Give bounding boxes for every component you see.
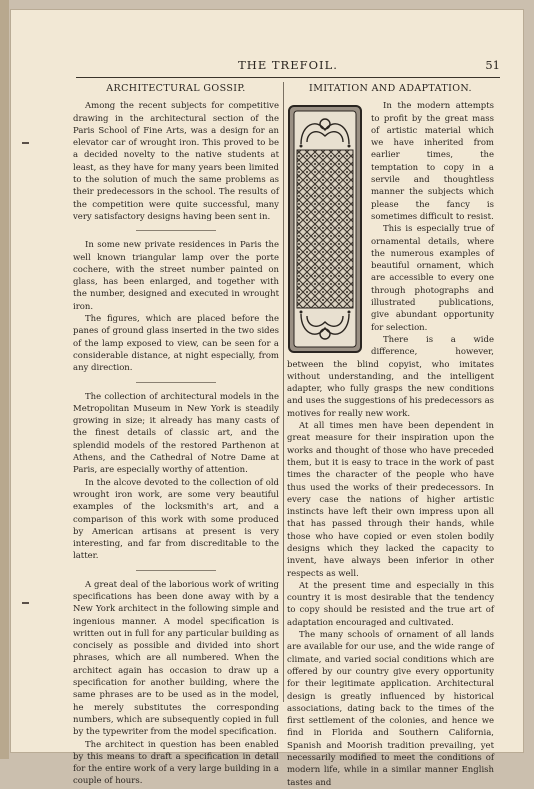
paragraph: In the alcove devoted to the collection of old wrought iron work, are some very beautiful examples of the locksmith's art, and a comparison of this work with some produced by American artisans at present is very interesting, and far from discreditable to the latter. bbox=[73, 477, 279, 562]
paragraph: At all times men have been dependent in great measure for their inspiration upon the works and thought of those who have preceded them, but it is easy to trace in the work of past times the character of the people who have thus used the works of their predecessors. In every case the nations of higher artistic instincts have left their own impress upon all that has passed through their hands, while those who have copied or even stolen bodily designs which they lacked the capacity to invent, have always been inferior in other respects as well. bbox=[287, 421, 494, 579]
margin-mark bbox=[22, 142, 29, 144]
section-separator bbox=[136, 230, 216, 231]
wrought-iron-ornament-illustration bbox=[287, 104, 363, 354]
book-spine-shadow bbox=[0, 0, 9, 759]
column-divider bbox=[283, 82, 284, 702]
left-column bbox=[73, 83, 279, 788]
paragraph: The many schools of ornament of all lands are available for our use, and the wide range of climate, and varied social conditions which are offered by our country give every opportunity for their legitimate application. Architectural design is greatly influenced by historical associations, dating back to the times of the first settlement of the colonies, and hence we find in Florida and Southern California, Spanish and Moorish tradition prevailing, yet necessarily modified to meet the conditions of modern life, while in a similar manner English tastes and bbox=[287, 630, 494, 788]
running-title: THE TREFOIL. bbox=[238, 58, 338, 72]
section-heading: IMITATION AND ADAPTATION. bbox=[309, 83, 472, 94]
paragraph: Among the recent subjects for competitive drawing in the architectural section of the Paris School of Fine Arts, was a design for an elevator car of wrought iron. This proved to be a decided novelty to the native students at least, as they have for many years been limited to the solution of much the same problems as their predecessors in the school. The results of the competition were quite successful, many very satisfactory designs having been sent in. bbox=[73, 101, 279, 222]
paragraph: In some new private residences in Paris the well known triangular lamp over the porte cochere, with the street number painted on glass, has been enlarged, and together with the number, designed and executed in wrought iron. bbox=[73, 240, 279, 312]
paragraph: The architect in question has been enabled by this means to draft a specification in detail for the entire work of a very large building in a couple of hours. bbox=[73, 739, 279, 787]
paragraph: There is a wide difference, however, between the blind copyist, who imitates without understanding, and the intelligent adapter, who fully grasps the new conditions and uses the suggestions of his predecessors as motives for really new work. bbox=[287, 334, 494, 419]
paragraph: In the modern attempts to profit by the great mass of artistic material which we have inherited from earlier times, the temptation to copy in a servile and thoughtless manner the subjects which please the fancy is sometimes difficult to resist. bbox=[371, 101, 494, 222]
paragraph: At the present time and especially in this country it is most desirable that the tendency to copy should be resisted and the true art of adaptation encouraged and cultivated. bbox=[287, 580, 494, 628]
page-header bbox=[76, 58, 500, 74]
page-number: 51 bbox=[485, 58, 500, 72]
section-heading: ARCHITECTURAL GOSSIP. bbox=[106, 83, 246, 94]
paragraph: The collection of architectural models in the Metropolitan Museum in New York is steadily growing in size; it already has many casts of the finest details of classic art, and the splendid models of the restored Parthenon at Athens, and the Cathedral of Notre Dame at Paris, are especially worthy of attention. bbox=[73, 391, 279, 476]
section-separator bbox=[136, 382, 216, 383]
paragraph: A great deal of the laborious work of writing specifications has been done away with by a New York architect in the following simple and ingenious manner. A model specification is written out in full for any particular building as concisely as possible and divided into short phrases, which are all numbered. When the architect again has occasion to draw up a specification for another building, where the same phrases are to be used as in the model, he merely substitutes the corresponding numbers, which are subsequently copied in full by the typewriter from the model specification. bbox=[73, 579, 279, 738]
header-rule bbox=[76, 77, 500, 78]
paragraph: This is especially true of ornamental details, where the numerous examples of beautiful ornament, which are accessible to every one through photographs and illustrated publications, give abundant opportunity for selection. bbox=[371, 224, 494, 333]
paragraph: The figures, which are placed before the panes of ground glass inserted in the two sides of the lamp exposed to view, can be seen for a considerable distance, at night especially, from any direction. bbox=[73, 314, 279, 374]
margin-mark bbox=[22, 602, 29, 604]
section-separator bbox=[136, 570, 216, 571]
right-column bbox=[287, 83, 494, 789]
